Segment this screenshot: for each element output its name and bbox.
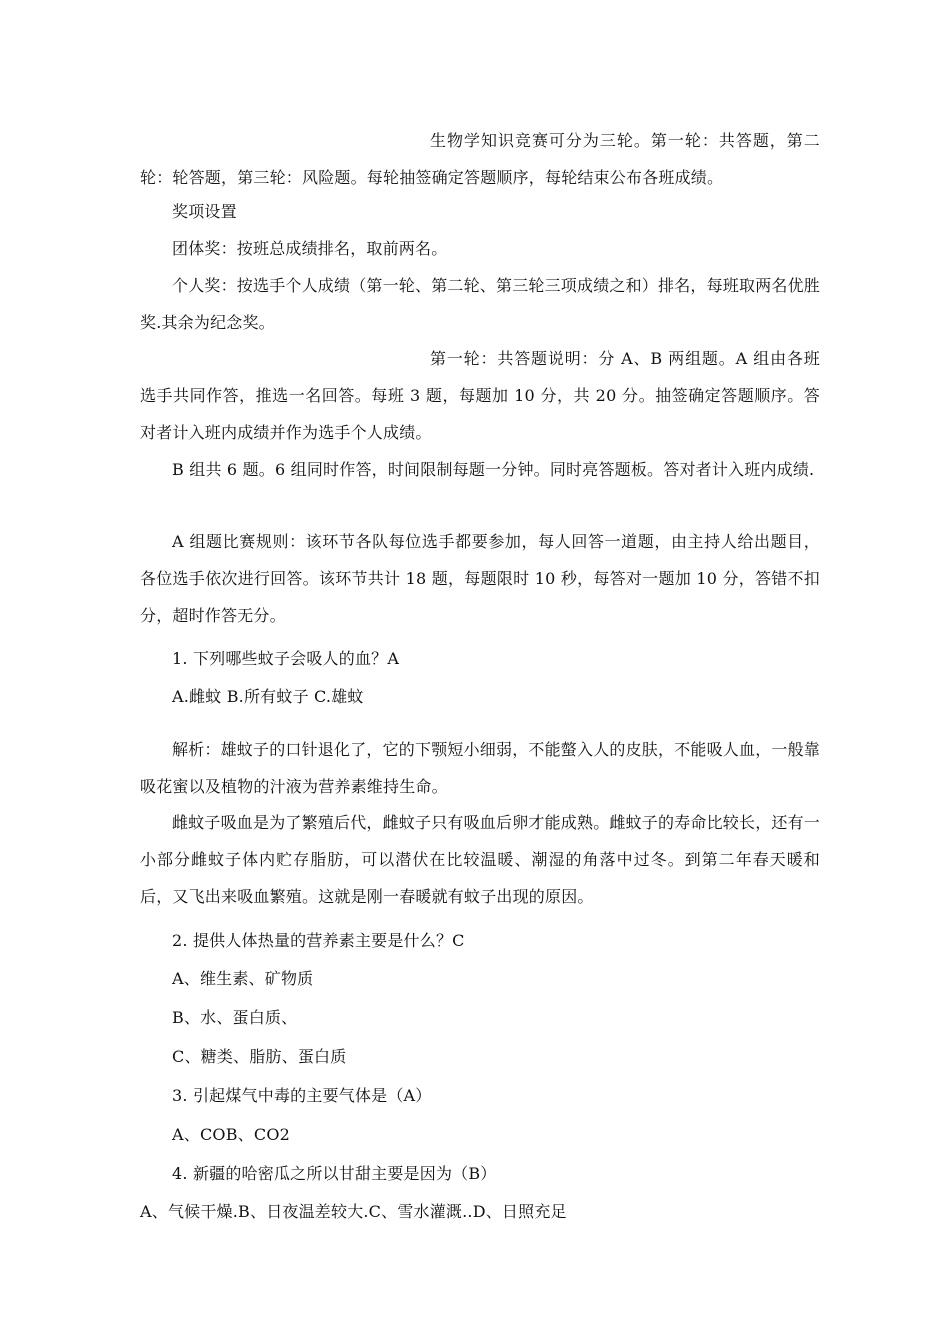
question-3-options: A、COB、CO2	[172, 1125, 291, 1144]
group-a-rules-paragraph: A 组题比赛规则：该环节各队每位选手都要参加，每人回答一道题，由主持人给出题目，各位选手依次进行回答。该环节共计 18 题，每题限时 10 秒，每答对一题加 10 分，答错不扣分，超时作答无分。	[140, 532, 820, 625]
question-2-option-c: C、糖类、脂肪、蛋白质	[172, 1047, 347, 1066]
team-award-paragraph: 团体奖：按班总成绩排名，取前两名。	[172, 239, 448, 258]
awards-heading: 奖项设置	[172, 202, 237, 221]
analysis-paragraph-1: 解析：雄蚊子的口针退化了，它的下颚短小细弱，不能螫入人的皮肤，不能吸人血，一般靠吸花蜜以及植物的汁液为营养素维持生命。	[140, 740, 821, 796]
analysis-paragraph-2: 雌蚊子吸血是为了繁殖后代，雌蚊子只有吸血后卵才能成熟。雌蚊子的寿命比较长，还有一小部分雌蚊子体内贮存脂肪，可以潜伏在比较温暖、潮湿的角落中过冬。到第二年春天暖和后，又飞出来吸血繁殖。这就是刚一春暖就有蚊子出现的原因。	[140, 813, 821, 906]
question-3: 3. 引起煤气中毒的主要气体是（A）	[172, 1086, 432, 1105]
question-4: 4. 新疆的哈密瓜之所以甘甜主要是因为（B）	[172, 1164, 497, 1183]
question-1-options: A.雌蚊 B.所有蚊子 C.雄蚊	[172, 687, 364, 706]
group-b-paragraph: B 组共 6 题。6 组同时作答，时间限制每题一分钟。同时亮答题板。答对者计入班内成绩.	[172, 460, 815, 479]
question-4-options: A、气候干燥.B、日夜温差较大.C、雪水灌溉..D、日照充足	[140, 1202, 567, 1221]
individual-award-paragraph: 个人奖：按选手个人成绩（第一轮、第二轮、第三轮三项成绩之和）排名，每班取两名优胜奖.其余为纪念奖。	[140, 276, 821, 332]
round1-description: 第一轮：共答题说明：分 A、B 两组题。A 组由各班选手共同作答，推选一名回答。每班 3 题，每题加 10 分，共 20 分。抽签确定答题顺序。答对者计入班内成绩并作为选手个人成绩。	[140, 349, 820, 442]
question-1: 1. 下列哪些蚊子会吸人的血？A	[172, 649, 400, 668]
question-2-option-a: A、维生素、矿物质	[172, 969, 314, 988]
question-2-option-b: B、水、蛋白质、	[172, 1008, 298, 1027]
intro-paragraph: 生物学知识竞赛可分为三轮。第一轮：共答题，第二轮：轮答题，第三轮：风险题。每轮抽签确定答题顺序，每轮结束公布各班成绩。	[140, 131, 820, 187]
question-2: 2. 提供人体热量的营养素主要是什么？C	[172, 931, 465, 950]
